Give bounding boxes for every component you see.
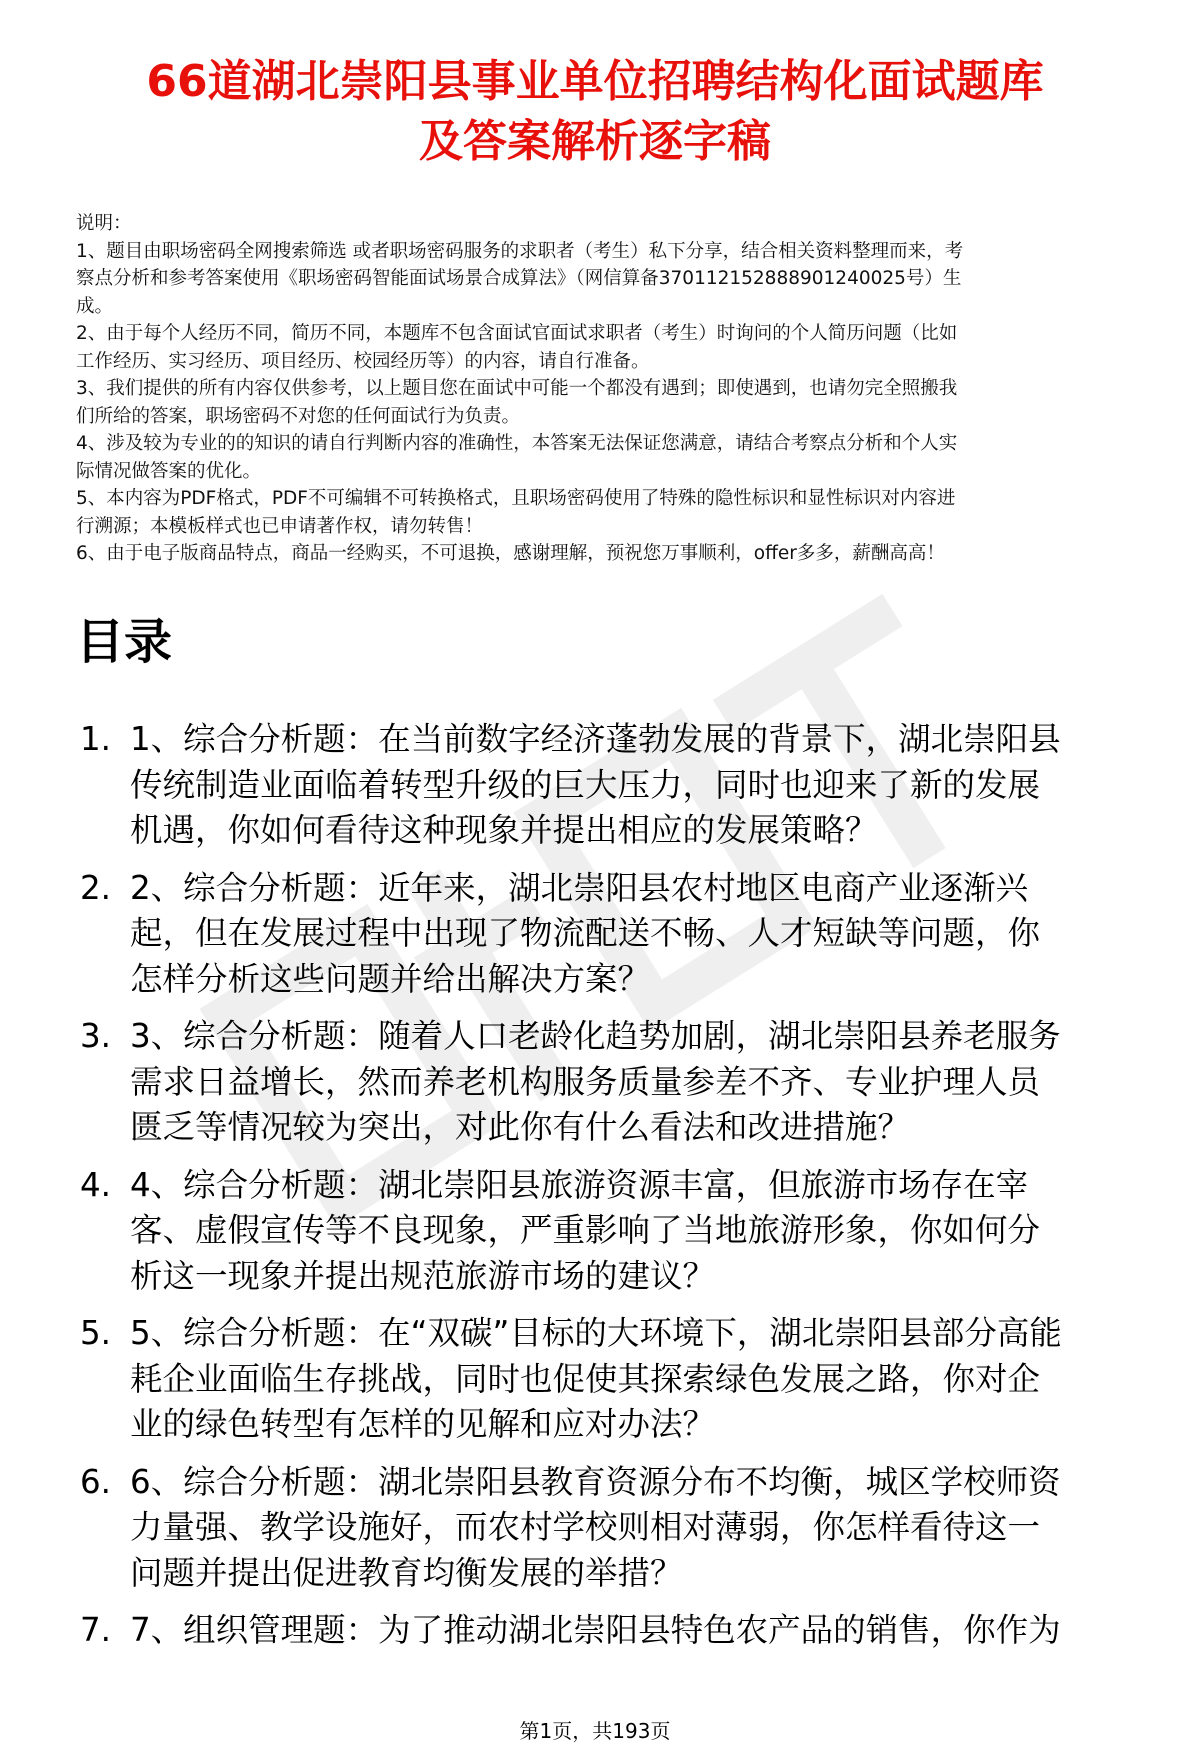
toc-item-line: 客、虚假宣传等不良现象，严重影响了当地旅游形象，你如何分	[130, 1211, 1041, 1249]
toc-item[interactable]	[76, 1014, 1176, 1151]
toc-item-line: 匮乏等情况较为突出，对此你有什么看法和改进措施？	[130, 1108, 911, 1146]
toc-item-line: 需求日益增长，然而养老机构服务质量参差不齐、专业护理人员	[130, 1062, 1041, 1101]
instructions-section	[76, 210, 1156, 568]
toc-item[interactable]	[76, 1608, 1176, 1654]
instruction-line: 2、由于每个人经历不同，简历不同，本题库不包含面试官面试求职者（考生）时询问的个人简历问题（比如	[76, 323, 958, 344]
instruction-line: 行溯源；本模板样式也已申请著作权，请勿转售！	[76, 515, 484, 537]
toc-heading: 目录	[76, 614, 173, 670]
toc-item-number: 7.	[80, 1611, 112, 1649]
toc-item-line: 2、综合分析题：近年来，湖北崇阳县农村地区电商产业逐渐兴	[130, 868, 1029, 907]
toc-item-line: 析这一现象并提出规范旅游市场的建议？	[130, 1256, 716, 1295]
document-title	[40, 52, 1150, 172]
toc-item-number: 4.	[80, 1165, 112, 1204]
toc-item-line: 业的绿色转型有怎样的见解和应对办法？	[130, 1405, 716, 1443]
page-number: 第1页，共193页	[519, 1719, 671, 1743]
title-line-2: 及答案解析逐字稿	[419, 116, 771, 167]
toc-item-line: 问题并提出促进教育均衡发展的举措？	[130, 1553, 683, 1592]
toc-item[interactable]	[76, 717, 1176, 854]
instruction-line: 工作经历、实习经历、项目经历、校园经历等）的内容，请自行准备。	[76, 350, 650, 372]
toc-item-line: 6、综合分析题：湖北崇阳县教育资源分布不均衡，城区学校师资	[130, 1462, 1061, 1501]
toc-item[interactable]	[76, 1311, 1176, 1448]
instruction-line: 际情况做答案的优化。	[76, 460, 262, 482]
toc-item-line: 3、综合分析题：随着人口老龄化趋势加剧，湖北崇阳县养老服务	[130, 1017, 1061, 1055]
toc-item-line: 传统制造业面临着转型升级的巨大压力，同时也迎来了新的发展	[130, 765, 1041, 804]
toc-item[interactable]	[76, 1163, 1176, 1300]
toc-item[interactable]	[76, 866, 1176, 1003]
toc-item-line: 4、综合分析题：湖北崇阳县旅游资源丰富，但旅游市场存在宰	[130, 1165, 1029, 1204]
toc-item-line: 怎样分析这些问题并给出解决方案？	[130, 959, 651, 998]
toc-item[interactable]	[76, 1460, 1176, 1597]
toc-item-number: 6.	[80, 1462, 112, 1501]
toc-item-line: 力量强、教学设施好，而农村学校则相对薄弱，你怎样看待这一	[130, 1508, 1041, 1546]
instruction-line: 成。	[76, 295, 114, 317]
instruction-line: 1、题目由职场密码全网搜索筛选 或者职场密码服务的求职者（考生）私下分享，结合相关资料整理而来，考	[76, 240, 964, 262]
instruction-line: 6、由于电子版商品特点，商品一经购买，不可退换，感谢理解，预祝您万事顺利，offer多多，薪酬高高！	[76, 543, 945, 564]
toc-item-line: 机遇，你如何看待这种现象并提出相应的发展策略？	[130, 811, 878, 849]
toc-item-line: 起，但在发展过程中出现了物流配送不畅、人才短缺等问题，你	[130, 914, 1041, 952]
toc-item-number: 3.	[80, 1017, 112, 1055]
instruction-line: 5、本内容为PDF格式，PDF不可编辑不可转换格式，且职场密码使用了特殊的隐性标识和显性标识对内容进	[76, 488, 956, 509]
instruction-line: 3、我们提供的所有内容仅供参考，以上题目您在面试中可能一个都没有遇到；即使遇到，也请勿完全照搬我	[76, 378, 958, 399]
toc-item-number: 1.	[80, 720, 112, 758]
toc-item-line: 5、综合分析题：在“双碳”目标的大环境下，湖北崇阳县部分高能	[130, 1314, 1062, 1352]
toc-list	[76, 717, 1176, 1666]
instruction-line: 察点分析和参考答案使用《职场密码智能面试场景合成算法》（网信算备370112152888901240025号）生	[76, 268, 962, 289]
instruction-line: 4、涉及较为专业的的知识的请自行判断内容的准确性，本答案无法保证您满意，请结合考察点分析和个人实	[76, 433, 958, 454]
toc-item-number: 5.	[80, 1314, 112, 1352]
instructions-heading: 说明：	[76, 213, 132, 234]
instruction-line: 们所给的答案，职场密码不对您的任何面试行为负责。	[76, 405, 521, 427]
toc-item-line: 耗企业面临生存挑战，同时也促使其探索绿色发展之路，你对企	[130, 1359, 1041, 1398]
toc-item-number: 2.	[80, 868, 112, 907]
toc-item-line: 1、综合分析题：在当前数字经济蓬勃发展的背景下，湖北崇阳县	[130, 720, 1061, 758]
title-line-1: 66道湖北崇阳县事业单位招聘结构化面试题库	[146, 56, 1044, 107]
toc-item-line: 7、组织管理题：为了推动湖北崇阳县特色农产品的销售，你作为	[130, 1611, 1061, 1649]
